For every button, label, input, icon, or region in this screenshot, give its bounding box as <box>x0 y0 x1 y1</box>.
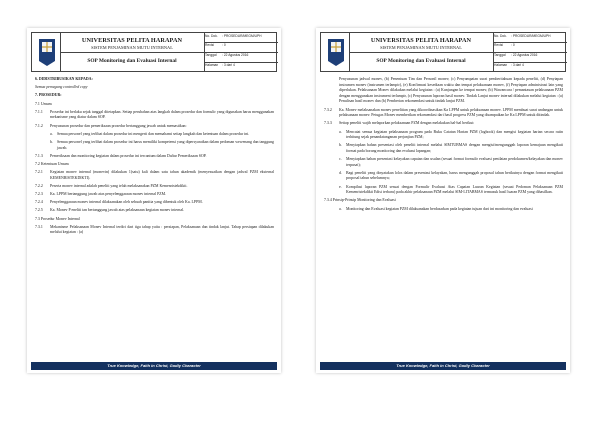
list-item: 7.3.2 Ka. Monev melaksanakan monev penelitian yang dikoordinasikan Ka LPPM untuk pelaksanaan monev. LPPM membuat surat undangan untuk pelaksanaan monev. Petugas Monev memberikan rekomendasi dari hasil progress PZM yang disampaikan ke Ka LPPM untuk ditindak. <box>324 107 563 118</box>
document-title: SOP Monitoring dan Evaluasi Internal <box>376 58 466 64</box>
paragraph: Penyusunan jadwal monev, (b) Penentuan Tim dan Personil monev, (c) Penyampaian surat pemberitahuan kepada peneliti, (d) Penyiapan instrumen monev (instrumen terlampir), (e) Konfirmasi kesediaan waktu dan tempat pelaksanaan monev, (f) Penyiapan administrasi lain yang diperlukan. Pelaksanaan Monev dilakukan melalui kegiatan : (a) Kunjungan ke tempat monev, (b) Wawancara / pemantauan pelaksanaan PZM dengan menggunakan instrument terlampir, (c) Penyusunan laporan hasil monev. Tindak Lanjut monev internal dilakukan melalui kegiatan : (a) Penulisan hasil monev dan (b) Pemberian rekomendasi untuk tindak lanjut PZM. <box>339 77 563 104</box>
list-item: 7.2.1 Kegiatan monev internal (monevin) dilakukan 1(satu) kali dalam satu tahun akademik (menyesuaikan dengan jadwal PZM eksternal KEMENRISTEKDIKTI). <box>35 170 274 180</box>
meta-doc-number: No. Dok. : PROSEDUR/MEGM/UPH <box>494 34 551 38</box>
paragraph: Semua pemegang controlled copy <box>35 85 88 90</box>
organization-name: UNIVERSITAS PELITA HARAPAN <box>370 37 472 44</box>
meta-date: Tanggal : 22 Agustus 2016 <box>494 53 538 57</box>
list-item: 7.3.3 Setiap peneliti wajib melaporkan pelaksanaan PZM dengan melakukan hal-hal berikut: <box>324 121 475 126</box>
university-logo-icon <box>323 36 349 69</box>
list-item: 7.2.2 Peserta monev internal adalah peneliti yang telah melaksanakan PZM Kemenristekdikti. <box>35 183 188 188</box>
list-item: 7.2.4 Penyelenggaraan monev internal dilaksanakan oleh sebuah panitia yang dibentuk oleh Ka. LPPM. <box>35 200 203 205</box>
section-heading: 7. PROSEDUR: <box>35 93 62 98</box>
meta-doc-number: No. Dok. : PROSEDUR/MEGM/UPH <box>205 34 262 38</box>
list-item: e. Kompilasi laporan PZM sesuai dengan Formulir Evaluasi Atas Capaian Luaran Kegiatan (sesuai Pedoman Pelaksanaan PZM Kemenristekdikti Edisi terbaru) pada akhir pelaksanaan PZM melalui SIM-LITABMAS termasuk hasil luaran PZM yang dihasilkan. <box>339 184 563 195</box>
university-logo-icon <box>34 36 60 69</box>
document-header <box>31 32 277 72</box>
system-name: SISTEM PENJAMINAN MUTU INTERNAL <box>91 45 173 50</box>
subsection-heading: 7.2 Ketentuan Umum <box>35 161 69 166</box>
list-item: b. Menyiapkan bahan presentasi oleh peneliti internal melalui SIMTUBMAS dengan mengisi/mengunggah laporan kemajuan mengikuti format pada borang monitoring dan evaluasi lapangan; <box>339 143 563 153</box>
document-header <box>320 32 566 72</box>
list-item: 7.2.3 Ka. LPPM bertanggung jawab atas penyelenggaraan monev internal PZM. <box>35 192 167 197</box>
list-item: 7.1.2 Penyusunan prosedur dan pemeriksaan prosedur bertanggung jawab untuk memastikan: <box>35 123 187 128</box>
document-page-right <box>316 28 570 373</box>
list-item: a. Mencatat semua kegiatan pelaksanaan program pada Buku Catatan Harian PZM (logbook) dan mengisi kegiatan harian secara rutin terhitung sejak penandatanganan perjanjian PZM; <box>339 129 563 140</box>
list-item: b. Semua personel yang terlibat dalam prosedur ini harus memiliki kompetensi yang dipersyaratkan dalam pedoman wewenang dan tanggung jawab. <box>50 139 274 150</box>
document-body <box>35 77 274 239</box>
list-item: 7.1.3 Pemeriksaan dan monitoring kegiatan dalam prosedur ini tercantum dalam Daftar Pemeriksaan SOP. <box>35 153 207 158</box>
subsection-heading: 7.3 Prosedur Monev Internal <box>35 216 80 221</box>
meta-date: Tanggal : 22 Agustus 2016 <box>205 53 249 57</box>
organization-name: UNIVERSITAS PELITA HARAPAN <box>81 37 183 44</box>
document-page-left <box>27 28 281 373</box>
list-item: c. Menyiapkan bahan presentasi kelayakan capaian dan usulan (sesuai format formulir evaluasi penilaian perdokumen/kelayakan dan monev terpusat); <box>339 157 563 167</box>
list-item: 7.1.1 Prosedur ini berlaku sejak tanggal ditetapkan. Setiap perubahan atas langkah dalam prosedur dan formulir yang digunakan harus menggunakan mekanisme yang diatur dalam SOP. <box>35 109 274 120</box>
list-item: a. Semua personel yang terlibat dalam prosedur ini mengerti dan memahami setiap langkah dan ketentuan dalam prosedur ini. <box>50 131 250 136</box>
meta-revision: Revisi : 0 <box>205 43 226 47</box>
list-item: a. Monitoring dan Evaluasi kegiatan PZM dilaksanakan berdasarkan pada kegiatan tujuan dari ini monitoring dan evaluasi <box>339 206 533 211</box>
page-footer: True Knowledge, Faith in Christ, Godly Character <box>31 362 277 370</box>
meta-page: Halaman : 3 dari 4 <box>205 63 235 67</box>
page-footer: True Knowledge, Faith in Christ, Godly Character <box>320 362 566 370</box>
subsection-heading: 7.3.4 Prinsip-Prinsip Monitoring dan Evaluasi <box>324 198 396 203</box>
list-item: 7.3.1 Mekanisme Pelaksanaan Monev Internal terdiri dari tiga tahap yaitu : persiapan, Pelaksanaan dan tindak lanjut. Tahap persiapan dilakukan melalui kegiatan : (a) <box>35 224 274 235</box>
meta-revision: Revisi : 0 <box>494 43 515 47</box>
document-body <box>324 77 563 215</box>
subsection-heading: 7.1 Umum <box>35 101 52 106</box>
system-name: SISTEM PENJAMINAN MUTU INTERNAL <box>380 45 462 50</box>
meta-page: Halaman : 3 dari 4 <box>494 63 524 67</box>
list-item: 7.2.5 Ka. Monev P eneliti tan bertanggung jawab atas pelaksanaan kegiatan monev internal. <box>35 208 185 213</box>
document-title: SOP Monitoring dan Evaluasi Internal <box>87 58 177 64</box>
section-heading: 6. DIDISTRIBUSIKAN KEPADA: <box>35 77 93 81</box>
list-item: d. Bagi peneliti yang dinyatakan lolos dalam presentasi kelayakan, harus mengunggah proposal tahun berikutnya dengan format mengikuti proposal tahun sebelumnya; <box>339 170 563 181</box>
